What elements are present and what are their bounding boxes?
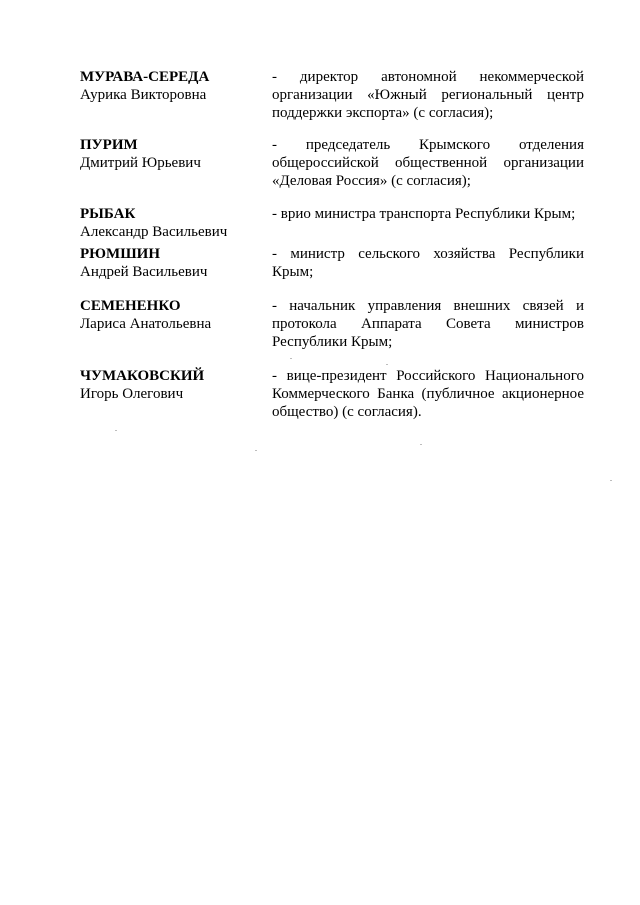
person-name [80, 367, 260, 403]
surname: СЕМЕНЕНКО [80, 298, 181, 314]
description-line: общество) (с согласия). [272, 404, 422, 420]
scan-speck [386, 364, 388, 365]
description-line: - врио министра транспорта Республики Крым; [272, 206, 576, 222]
person-name [80, 297, 260, 333]
description-line: - начальник управления внешних связей и [272, 298, 584, 314]
description-line: организации «Южный региональный центр [272, 87, 584, 103]
description-line: общероссийской общественной организации [272, 155, 584, 171]
description-line: Коммерческого Банка (публичное акционерное [272, 386, 584, 402]
given-name: Игорь Олегович [80, 386, 184, 402]
position-description [272, 297, 584, 351]
person-name [80, 245, 260, 281]
position-description [272, 205, 584, 223]
description-line: - директор автономной некоммерческой [272, 69, 584, 85]
surname: МУРАВА-СЕРЕДА [80, 69, 210, 85]
scan-speck [420, 444, 422, 445]
description-line: поддержки экспорта» (с согласия); [272, 105, 494, 121]
scan-speck [290, 358, 292, 359]
position-description [272, 68, 584, 122]
description-line: «Деловая Россия» (с согласия); [272, 173, 471, 189]
description-line: - председатель Крымского отделения [272, 137, 584, 153]
given-name: Андрей Васильевич [80, 264, 208, 280]
given-name: Аурика Викторовна [80, 87, 207, 103]
given-name: Александр Васильевич [80, 224, 228, 240]
description-line: Крым; [272, 264, 314, 280]
scan-speck [255, 450, 257, 451]
surname: ПУРИМ [80, 137, 138, 153]
given-name: Дмитрий Юрьевич [80, 155, 201, 171]
person-name [80, 68, 260, 104]
given-name: Лариса Анатольевна [80, 316, 212, 332]
description-line: - министр сельского хозяйства Республики [272, 246, 584, 262]
surname: РЮМШИН [80, 246, 161, 262]
position-description [272, 367, 584, 421]
description-line: - вице-президент Российского Национального [272, 368, 584, 384]
description-line: Республики Крым; [272, 334, 393, 350]
scan-speck [115, 430, 117, 431]
scan-speck [610, 480, 612, 481]
position-description [272, 136, 584, 190]
person-name [80, 136, 260, 172]
description-line: протокола Аппарата Совета министров [272, 316, 584, 332]
person-name [80, 205, 260, 241]
surname: ЧУМАКОВСКИЙ [80, 368, 205, 384]
surname: РЫБАК [80, 206, 136, 222]
position-description [272, 245, 584, 281]
